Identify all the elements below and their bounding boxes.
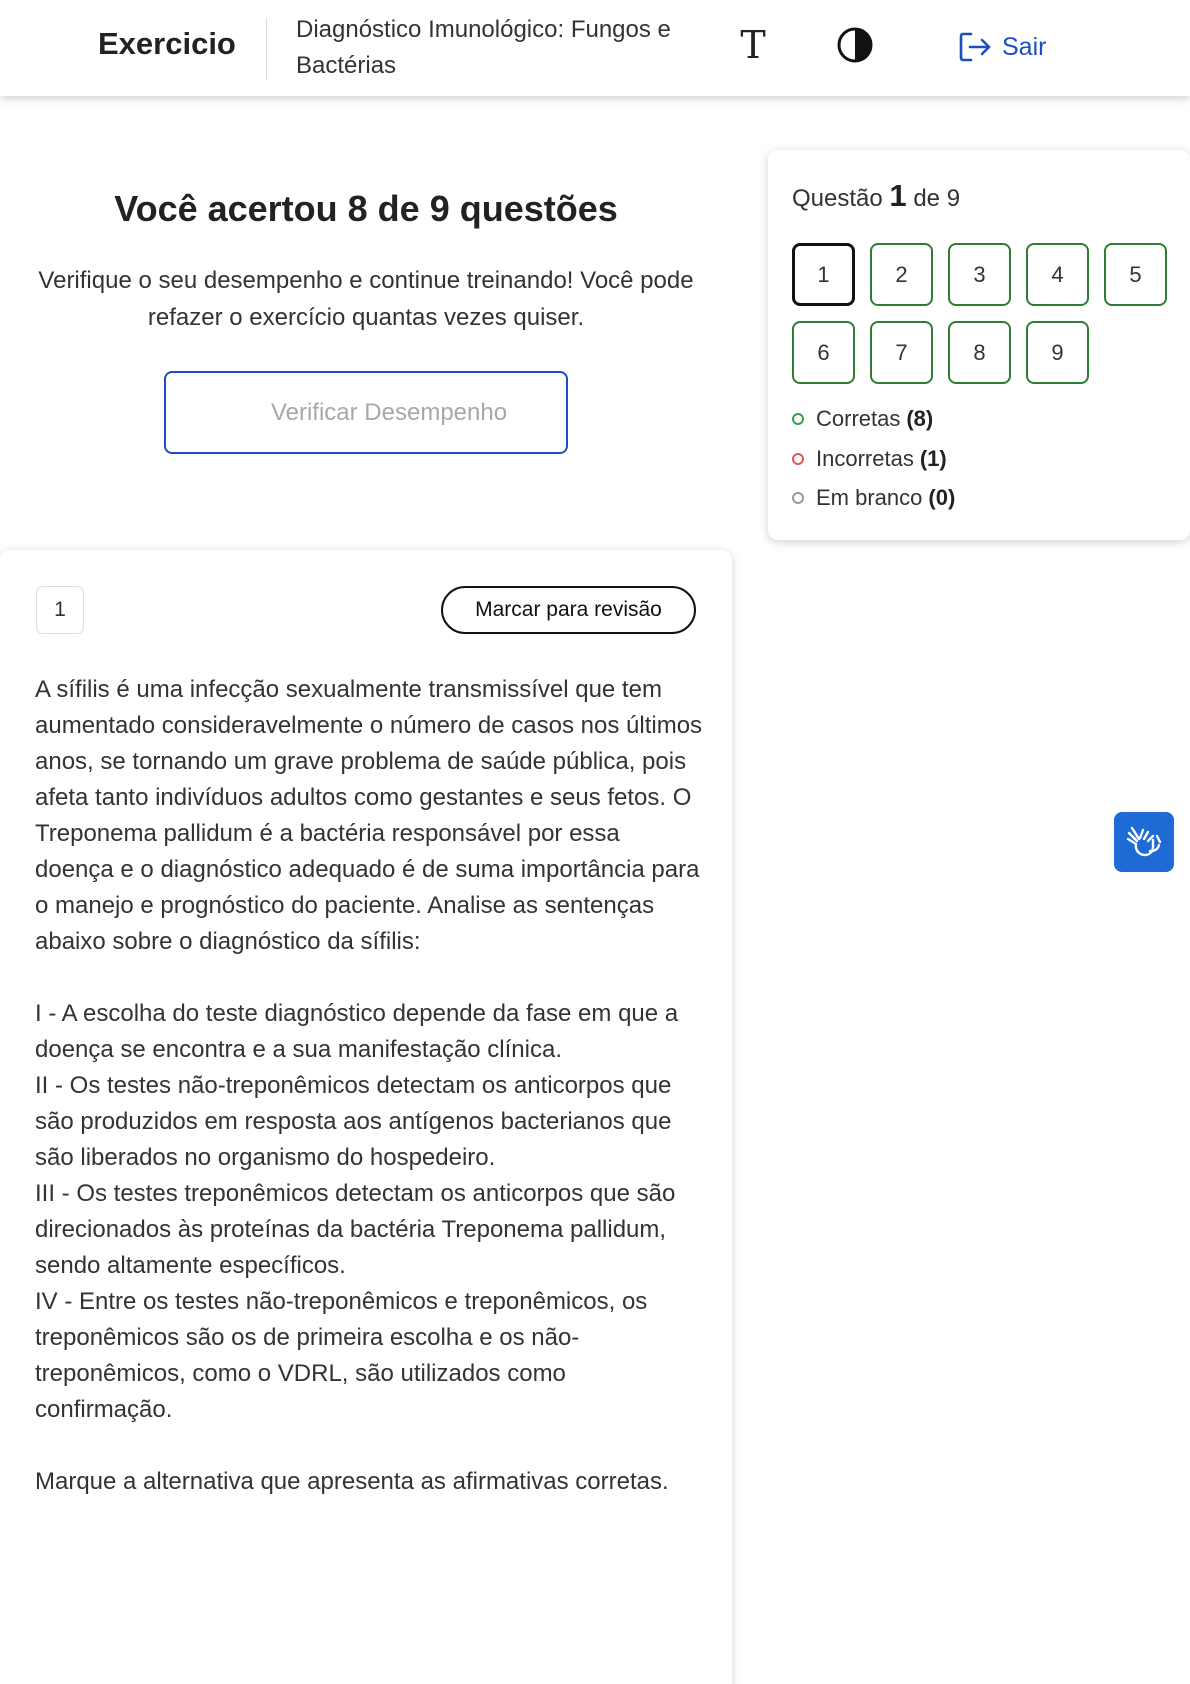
mark-for-review-label: Marcar para revisão [475,598,662,621]
top-header [0,0,1190,96]
question-navigator [768,150,1190,540]
question-card [0,550,732,1684]
statement-1: I - A escolha do teste diagnóstico depende da fase em que a doença se encontra e a sua manifestação clínica. [35,1000,679,1063]
legend-incorrect-label: Incorretas [816,446,914,471]
sign-language-button[interactable] [1114,812,1174,872]
blank-dot-icon [792,492,804,504]
navigator-current: 1 [889,178,907,213]
header-divider [266,18,267,80]
statement-4: IV - Entre os testes não-treponêmicos e treponêmicos, os treponêmicos são os de primeira escolha e os não-treponêmicos, como o VDRL, são utilizados como confirmação. [35,1288,648,1423]
exercise-title: Diagnóstico Imunológico: Fungos e Bactérias [296,16,671,79]
logout-icon [958,31,992,63]
mark-for-review-button[interactable] [441,586,696,634]
result-message: Verifique o seu desempenho e continue treinando! Você pode refazer o exercício quantas vezes quiser. [38,267,694,331]
sign-language-hands-icon [1124,822,1164,862]
legend-incorrect [792,446,947,472]
legend-blank-label: Em branco [816,485,923,510]
verify-performance-button[interactable] [164,371,568,454]
paragraph-gap [35,1428,705,1464]
incorrect-dot-icon [792,453,804,465]
navigator-heading [792,178,960,214]
question-prompt: Marque a alternativa que apresenta as afirmativas corretas. [35,1468,669,1495]
logout-label: Sair [1002,32,1047,61]
logout-button[interactable] [958,26,1046,68]
navigator-label-prefix: Questão [792,185,883,212]
legend-blank-count: (0) [928,485,956,510]
navigator-total: 9 [946,185,961,212]
correct-dot-icon [792,413,804,425]
question-nav-4[interactable]: 4 [1026,243,1089,306]
statement-2: II - Os testes não-treponêmicos detectam os anticorpos que são produzidos em resposta aos antígenos bacterianos que são liberados no organismo do hospedeiro. [35,1072,672,1171]
question-statement [35,672,705,1500]
result-title: Você acertou 8 de 9 questões [114,188,618,229]
contrast-button[interactable] [836,26,874,64]
question-nav-7[interactable]: 7 [870,321,933,384]
question-nav-8[interactable]: 8 [948,321,1011,384]
question-nav-5[interactable]: 5 [1104,243,1167,306]
legend-incorrect-count: (1) [919,446,947,471]
question-nav-3[interactable]: 3 [948,243,1011,306]
verify-performance-label: Verificar Desempenho [270,398,508,426]
paragraph-gap [35,960,705,996]
legend-correct-label: Corretas [816,406,901,431]
brand-title: Exercicio [98,26,236,61]
question-nav-6[interactable]: 6 [792,321,855,384]
question-number-badge: 1 [36,586,84,634]
text-size-icon: T [740,23,766,67]
navigator-label-middle: de [913,185,941,212]
legend-correct [792,406,933,432]
statement-3: III - Os testes treponêmicos detectam os anticorpos que são direcionados às proteínas da bactéria Treponema pallidum, sendo altamente específicos. [35,1180,676,1279]
legend-blank [792,485,955,511]
question-intro: A sífilis é uma infecção sexualmente transmissível que tem aumentado consideravelmente o número de casos nos últimos anos, se tornando um grave problema de saúde pública, pois afeta tanto indivíduos adultos como gestantes e seus fetos. O Treponema pallidum é a bactéria responsável por essa doença e o diagnóstico adequado é de suma importância para o manejo e prognóstico do paciente. Analise as sentenças abaixo sobre o diagnóstico da sífilis: [35,676,703,955]
question-nav-1[interactable]: 1 [792,243,855,306]
contrast-icon [836,26,874,64]
font-size-button[interactable] [733,22,773,68]
question-nav-9[interactable]: 9 [1026,321,1089,384]
legend-correct-count: (8) [906,406,934,431]
question-nav-2[interactable]: 2 [870,243,933,306]
